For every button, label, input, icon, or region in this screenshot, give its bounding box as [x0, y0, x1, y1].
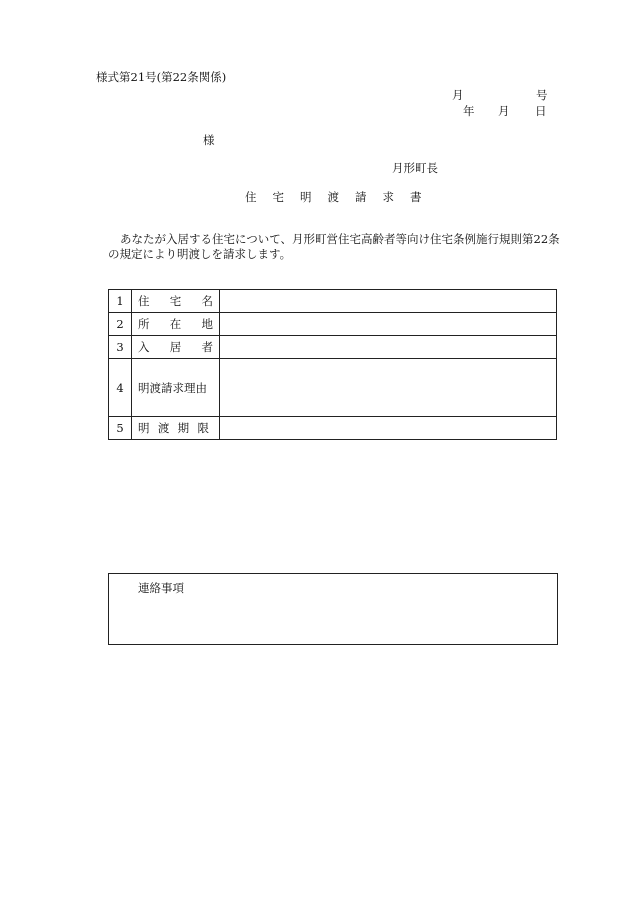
contact-notes-box[interactable]: [108, 573, 558, 645]
row-number: 4: [109, 359, 132, 417]
document-title: 住宅明渡請求書: [245, 190, 438, 204]
label-char: 明: [138, 421, 150, 435]
housing-name-field[interactable]: [220, 290, 557, 313]
label-char: 限: [197, 421, 209, 435]
form-number: 様式第21号(第22条関係): [96, 70, 227, 84]
row-label-location: [132, 313, 220, 336]
location-field[interactable]: [220, 313, 557, 336]
row-label-request-reason: 明渡請求理由: [132, 359, 220, 417]
document-month-label: 月: [452, 88, 464, 102]
table-row-request-reason: [109, 359, 557, 417]
label-char: 期: [177, 421, 190, 435]
body-line-2: の規定により明渡しを請求します。: [108, 247, 292, 261]
label-char: 者: [201, 340, 213, 354]
row-label-vacate-deadline: [132, 417, 220, 440]
label-char: 在: [169, 317, 182, 331]
table-row-vacate-deadline: [109, 417, 557, 440]
label-char: 渡: [157, 421, 170, 435]
label-char: 名: [201, 294, 213, 308]
label-char: 地: [201, 317, 213, 331]
resident-field[interactable]: [220, 336, 557, 359]
body-line-1: あなたが入居する住宅について、月形町営住宅高齢者等向け住宅条例施行規則第22条: [120, 232, 560, 246]
date-year-label: 年: [463, 104, 475, 118]
row-number: 3: [109, 336, 132, 359]
label-char: 居: [169, 340, 182, 354]
contact-notes-label: 連絡事項: [138, 581, 184, 595]
date-day-label: 日: [535, 104, 547, 118]
table-row-location: [109, 313, 557, 336]
housing-info-table: [108, 289, 557, 440]
row-label-resident: [132, 336, 220, 359]
label-char: 住: [138, 294, 150, 308]
row-number: 5: [109, 417, 132, 440]
vacate-deadline-field[interactable]: [220, 417, 557, 440]
row-label-housing-name: [132, 290, 220, 313]
label-char: 所: [138, 317, 150, 331]
row-number: 1: [109, 290, 132, 313]
label-char: 宅: [169, 294, 182, 308]
addressee-suffix: 様: [203, 133, 215, 147]
request-reason-field[interactable]: [220, 359, 557, 417]
date-month-label: 月: [498, 104, 510, 118]
table-row-resident: [109, 336, 557, 359]
row-number: 2: [109, 313, 132, 336]
label-char: 入: [138, 340, 150, 354]
issuer-name: 月形町長: [392, 161, 438, 175]
document-number-label: 号: [536, 88, 548, 102]
request-body-text: [108, 232, 578, 262]
table-row-housing-name: [109, 290, 557, 313]
